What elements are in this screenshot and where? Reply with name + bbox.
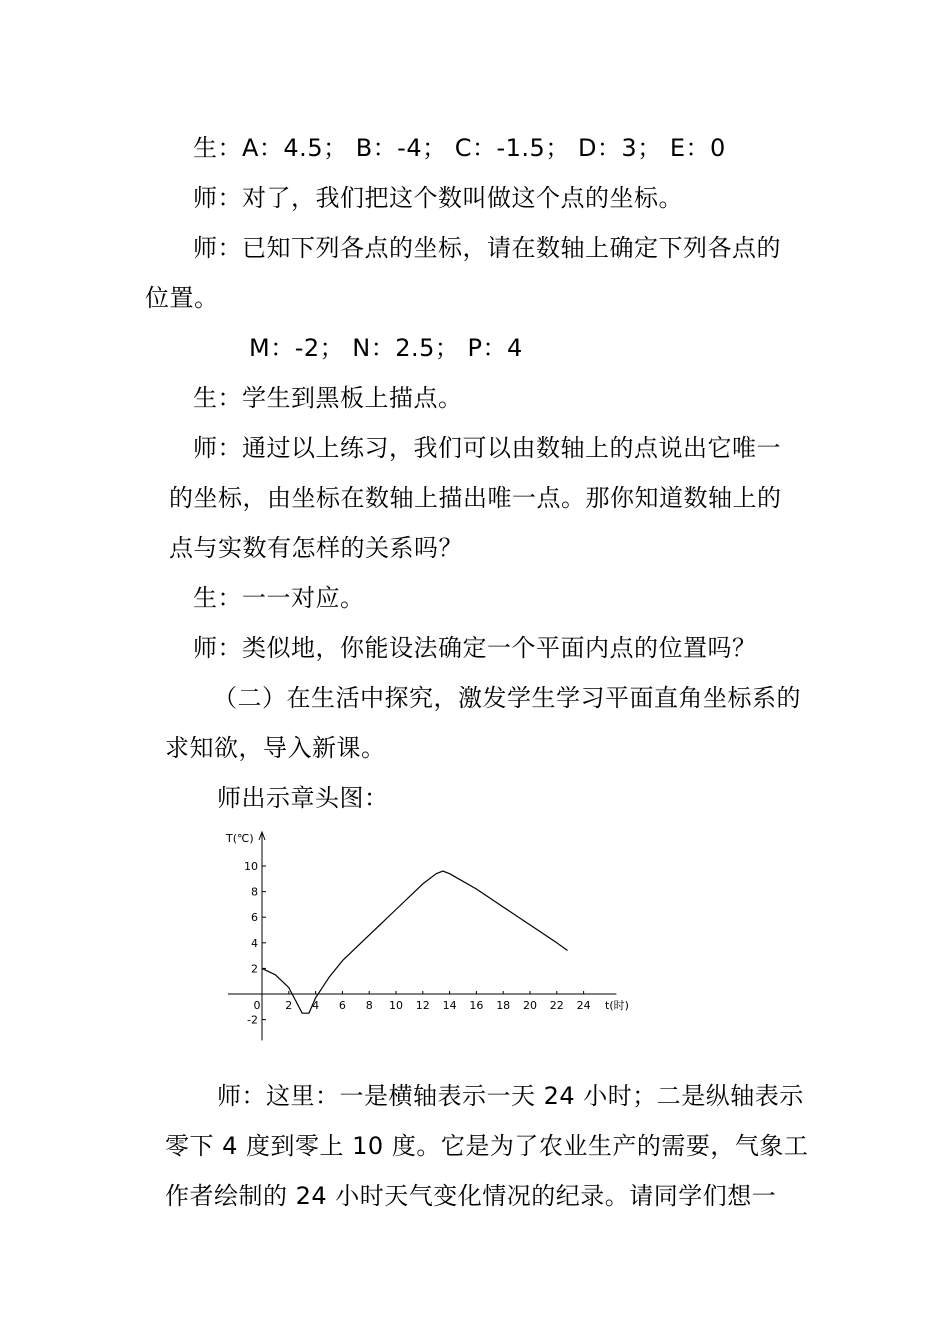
text-line-1: 生：A：4.5； B：-4； C：-1.5； D：3； E：0 (193, 134, 726, 162)
y-tick-label: -2 (247, 1013, 258, 1027)
y-tick-label: 4 (251, 936, 258, 950)
text-line-16: 零下 4 度到零上 10 度。它是为了农业生产的需要，气象工 (165, 1132, 809, 1160)
text-line-8: 的坐标，由坐标在数轴上描出唯一点。那你知道数轴上的 (169, 484, 782, 512)
x-tick-label: 0 (253, 999, 261, 1012)
text-line-5: M：-2； N：2.5； P：4 (249, 334, 523, 362)
text-line-11: 师：类似地，你能设法确定一个平面内点的位置吗？ (193, 634, 757, 662)
y-tick-label: 10 (244, 860, 258, 873)
temperature-chart (222, 826, 652, 1042)
text-line-15: 师：这里：一是横轴表示一天 24 小时；二是纵轴表示 (217, 1082, 804, 1110)
x-axis-label: t(时) (605, 999, 629, 1012)
text-line-6: 生：学生到黑板上描点。 (193, 384, 463, 412)
x-tick-label: 8 (365, 999, 373, 1012)
x-tick-label: 18 (496, 999, 511, 1012)
text-line-7: 师：通过以上练习，我们可以由数轴上的点说出它唯一 (193, 434, 781, 462)
y-tick-label: 2 (251, 962, 258, 976)
x-tick-label: 6 (338, 999, 346, 1012)
text-line-9: 点与实数有怎样的关系吗？ (169, 534, 463, 562)
y-tick-label: 8 (251, 885, 258, 899)
x-tick-label: 14 (442, 999, 457, 1012)
x-tick-label: 10 (389, 999, 403, 1012)
text-line-2: 师：对了，我们把这个数叫做这个点的坐标。 (193, 184, 683, 212)
text-line-13: 求知欲，导入新课。 (165, 734, 386, 762)
x-tick-label: 2 (285, 999, 293, 1012)
text-line-4: 位置。 (145, 284, 219, 312)
text-line-12: （二）在生活中探究，激发学生学习平面直角坐标系的 (213, 684, 801, 712)
x-tick-label: 24 (576, 999, 591, 1012)
text-line-17: 作者绘制的 24 小时天气变化情况的纪录。请同学们想一 (165, 1182, 777, 1210)
text-line-10: 生：一一对应。 (193, 584, 365, 612)
temperature-line (262, 871, 568, 1013)
x-tick-label: 4 (312, 999, 320, 1012)
x-tick-label: 22 (549, 999, 564, 1012)
x-tick-label: 16 (469, 999, 484, 1012)
y-axis-label: T(℃) (226, 832, 254, 845)
x-tick-label: 12 (415, 999, 430, 1012)
y-tick-label: 6 (251, 911, 258, 925)
text-line-3: 师：已知下列各点的坐标，请在数轴上确定下列各点的 (193, 234, 781, 262)
text-line-14: 师出示章头图： (217, 784, 389, 812)
x-tick-label: 20 (523, 999, 537, 1012)
